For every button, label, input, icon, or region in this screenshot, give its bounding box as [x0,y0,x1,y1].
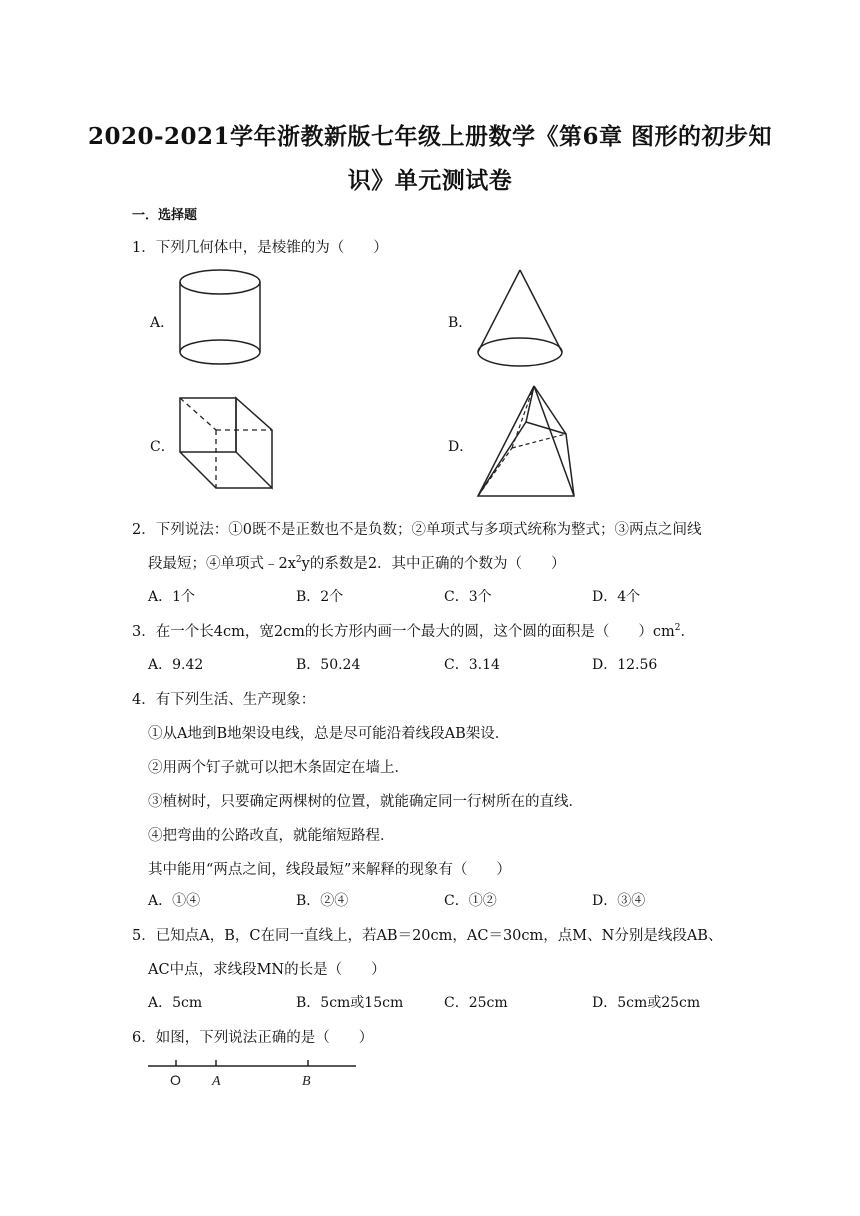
pyramid-figure [474,384,578,500]
q5-option-c: C．25cm [444,995,508,1011]
q2-line2-part2: y的系数是2．其中正确的个数为（ ） [301,556,566,572]
document-title-line1: 2020-2021学年浙教新版七年级上册数学《第6章 图形的初步知 [87,123,773,150]
cylinder-figure [174,268,266,368]
q4-item-2: ②用两个钉子就可以把木条固定在墙上． [148,760,409,776]
q5-line1: 5．已知点A，B，C在同一直线上，若AB＝20cm，AC＝30cm，点M、N分别是线段AB、 [132,928,723,944]
q5-option-b: B．5cm或15cm [296,995,404,1011]
q4-option-a: A．①④ [148,893,201,909]
q3-option-b: B．50.24 [296,657,361,673]
cone-figure [472,268,572,372]
cube-figure [176,392,276,492]
q2-option-c: C．3个 [444,589,492,605]
q4-item-3: ③植树时，只要确定两棵树的位置，就能确定同一行树所在的直线． [148,794,583,810]
q1-option-a-label: A． [150,315,175,331]
q5-option-a: A．5cm [148,995,203,1011]
q1-option-c-label: C． [150,439,175,455]
point-b-label: B [302,1074,311,1089]
q3-stem [132,620,695,641]
q2-option-a: A．1个 [148,589,196,605]
section-heading: 一．选择题 [132,208,198,223]
q3-option-d: D．12.56 [592,657,658,673]
q1-option-d-label: D． [448,439,474,455]
document-title-line2: 识》单元测试卷 [347,167,513,194]
q3-stem-end: ． [680,624,696,640]
q3-stem-text: 3．在一个长4cm，宽2cm的长方形内画一个最大的圆，这个圆的面积是（ ）cm [132,624,675,640]
q6-stem: 6．如图，下列说法正确的是（ ） [132,1030,374,1046]
point-o-label: O [170,1072,181,1088]
q2-line1: 2．下列说法：①0既不是正数也不是负数；②单项式与多项式统称为整式；③两点之间线 [132,522,702,538]
q4-question: 其中能用“两点之间，线段最短”来解释的现象有（ ） [148,862,511,878]
q3-exponent: 2 [674,623,681,634]
q3-option-c: C．3.14 [444,657,500,673]
q4-option-b: B．②④ [296,893,349,909]
q4-option-d: D．③④ [592,893,646,909]
q2-option-b: B．2个 [296,589,344,605]
q2-line2 [148,552,566,573]
q4-stem: 4．有下列生活、生产现象： [132,692,316,708]
q4-item-1: ①从A地到B地架设电线，总是尽可能沿着线段AB架设． [148,726,510,742]
q2-line2-part1: 段最短；④单项式﹣2x [148,556,296,572]
q2-option-d: D．4个 [592,589,641,605]
q5-line2: AC中点，求线段MN的长是（ ） [148,962,386,978]
q4-option-c: C．①② [444,893,497,909]
ray-figure [148,1056,358,1088]
q4-item-4: ④把弯曲的公路改直，就能缩短路程． [148,828,395,844]
q5-option-d: D．5cm或25cm [592,995,701,1011]
q3-option-a: A．9.42 [148,657,204,673]
q1-option-b-label: B． [448,315,473,331]
q1-stem: 1．下列几何体中，是棱锥的为（ ） [132,240,388,256]
point-a-label: A [212,1074,221,1089]
q2-exponent: 2 [295,555,302,566]
